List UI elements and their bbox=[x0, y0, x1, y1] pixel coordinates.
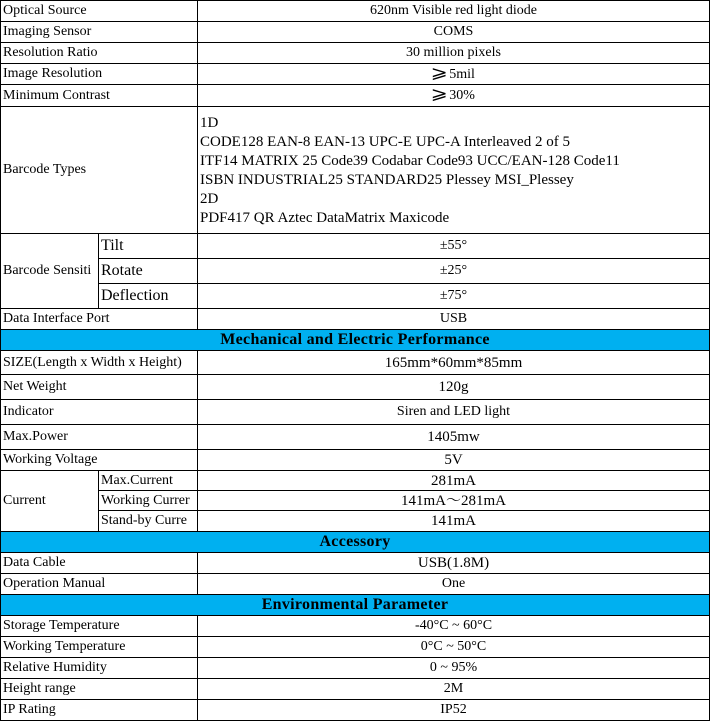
spec-row-working-voltage bbox=[1, 450, 710, 471]
spec-row-barcode-sensitivity-deflection bbox=[1, 284, 710, 309]
spec-label: IP Rating bbox=[1, 700, 198, 721]
barcode-types-list bbox=[198, 107, 710, 234]
barcode-types-line: PDF417 QR Aztec DataMatrix Maxicode bbox=[200, 209, 450, 226]
greater-equal-symbol: ⩾ bbox=[430, 63, 448, 82]
spec-row-barcode-sensitivity-rotate bbox=[1, 259, 710, 284]
spec-row-operation-manual bbox=[1, 574, 710, 595]
spec-value: 141mA bbox=[198, 511, 710, 532]
spec-row-working-temperature bbox=[1, 637, 710, 658]
spec-row-height-range bbox=[1, 679, 710, 700]
spec-value: 0°C ~ 50°C bbox=[198, 637, 710, 658]
section-header-environmental bbox=[1, 595, 710, 616]
spec-value: 2M bbox=[198, 679, 710, 700]
spec-label: Operation Manual bbox=[1, 574, 198, 595]
spec-value-text: 5mil bbox=[449, 66, 475, 82]
spec-sublabel: Stand-by Curre bbox=[99, 511, 198, 532]
spec-row-minimum-contrast bbox=[1, 85, 710, 107]
spec-value: One bbox=[198, 574, 710, 595]
section-title: Accessory bbox=[1, 532, 710, 553]
spec-label: SIZE(Length x Width x Height) bbox=[1, 351, 198, 375]
spec-value: IP52 bbox=[198, 700, 710, 721]
spec-value: 0 ~ 95% bbox=[198, 658, 710, 679]
spec-label: Data Cable bbox=[1, 553, 198, 574]
spec-label: Optical Source bbox=[1, 1, 198, 22]
spec-value: 5V bbox=[198, 450, 710, 471]
spec-value: 30 million pixels bbox=[198, 43, 710, 64]
spec-label: Image Resolution bbox=[1, 64, 198, 85]
spec-sublabel: Max.Current bbox=[99, 471, 198, 491]
spec-row-current-working bbox=[1, 491, 710, 511]
spec-row-storage-temperature bbox=[1, 616, 710, 637]
spec-label: Storage Temperature bbox=[1, 616, 198, 637]
spec-value: ±75° bbox=[198, 284, 710, 309]
spec-value: ±25° bbox=[198, 259, 710, 284]
spec-row-data-cable bbox=[1, 553, 710, 574]
greater-equal-symbol: ⩾ bbox=[430, 84, 448, 103]
spec-value: 165mm*60mm*85mm bbox=[198, 351, 710, 375]
spec-sublabel: Deflection bbox=[99, 284, 198, 309]
spec-value bbox=[198, 64, 710, 85]
spec-value: USB bbox=[198, 309, 710, 330]
spec-label: Relative Humidity bbox=[1, 658, 198, 679]
section-title: Environmental Parameter bbox=[1, 595, 710, 616]
spec-value: USB(1.8M) bbox=[198, 553, 710, 574]
spec-label: Barcode Types bbox=[1, 107, 198, 234]
spec-label: Working Voltage bbox=[1, 450, 198, 471]
spec-value: ±55° bbox=[198, 234, 710, 259]
spec-row-current-max bbox=[1, 471, 710, 491]
spec-row-max-power bbox=[1, 425, 710, 450]
spec-label: Imaging Sensor bbox=[1, 22, 198, 43]
spec-row-barcode-sensitivity-tilt bbox=[1, 234, 710, 259]
spec-value: 120g bbox=[198, 375, 710, 400]
spec-row-relative-humidity bbox=[1, 658, 710, 679]
spec-sublabel: Tilt bbox=[99, 234, 198, 259]
barcode-types-line: ITF14 MATRIX 25 Code39 Codabar Code93 UCC/EAN-128 Code11 bbox=[200, 152, 620, 169]
spec-row-barcode-types bbox=[1, 107, 710, 234]
spec-row-ip-rating bbox=[1, 700, 710, 721]
spec-label: Minimum Contrast bbox=[1, 85, 198, 107]
spec-value-text: 30% bbox=[449, 88, 475, 103]
section-title: Mechanical and Electric Performance bbox=[1, 330, 710, 351]
spec-sublabel: Working Currer bbox=[99, 491, 198, 511]
spec-sublabel: Rotate bbox=[99, 259, 198, 284]
spec-label: Barcode Sensiti bbox=[1, 234, 99, 309]
spec-row-optical-source bbox=[1, 1, 710, 22]
spec-value: Siren and LED light bbox=[198, 400, 710, 425]
spec-label: Working Temperature bbox=[1, 637, 198, 658]
spec-label: Resolution Ratio bbox=[1, 43, 198, 64]
spec-label: Height range bbox=[1, 679, 198, 700]
spec-value: 620nm Visible red light diode bbox=[198, 1, 710, 22]
spec-value: -40°C ~ 60°C bbox=[198, 616, 710, 637]
spec-value: 281mA bbox=[198, 471, 710, 491]
spec-row-imaging-sensor bbox=[1, 22, 710, 43]
section-header-accessory bbox=[1, 532, 710, 553]
spec-value: COMS bbox=[198, 22, 710, 43]
spec-value: 1405mw bbox=[198, 425, 710, 450]
barcode-types-line: 2D bbox=[200, 190, 219, 207]
spec-row-data-interface-port bbox=[1, 309, 710, 330]
spec-row-size bbox=[1, 351, 710, 375]
spec-row-net-weight bbox=[1, 375, 710, 400]
barcode-types-line: ISBN INDUSTRIAL25 STANDARD25 Plessey MSI_Plessey bbox=[200, 171, 574, 188]
section-header-mechanical bbox=[1, 330, 710, 351]
spec-label: Data Interface Port bbox=[1, 309, 198, 330]
spec-value bbox=[198, 85, 710, 107]
spec-label: Net Weight bbox=[1, 375, 198, 400]
barcode-types-line: 1D bbox=[200, 114, 219, 131]
spec-value: 141mA～281mA bbox=[198, 491, 710, 511]
barcode-types-line: CODE128 EAN-8 EAN-13 UPC-E UPC-A Interleaved 2 of 5 bbox=[200, 133, 570, 150]
spec-row-resolution-ratio bbox=[1, 43, 710, 64]
spec-label: Current bbox=[1, 471, 99, 532]
spec-row-current-standby bbox=[1, 511, 710, 532]
spec-row-indicator bbox=[1, 400, 710, 425]
spec-row-image-resolution bbox=[1, 64, 710, 85]
spec-label: Max.Power bbox=[1, 425, 198, 450]
spec-label: Indicator bbox=[1, 400, 198, 425]
